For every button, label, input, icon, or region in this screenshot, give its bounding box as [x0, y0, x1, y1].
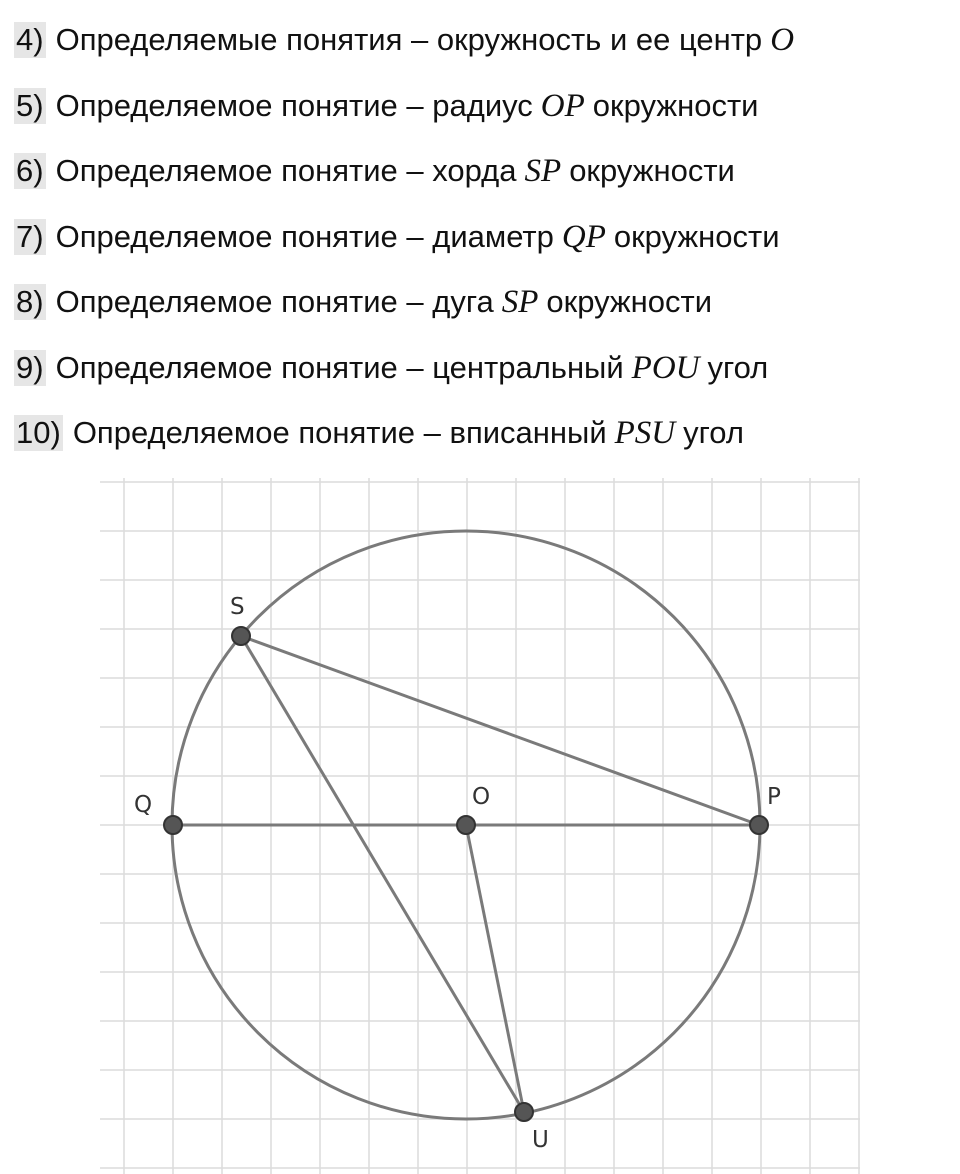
definition-text: Определяемые понятия – окружность и ее центр — [55, 22, 763, 57]
definition-suffix: окружности — [592, 87, 759, 123]
math-term: O — [770, 22, 795, 58]
definition-suffix: окружности — [613, 218, 780, 254]
item-number: 4) — [16, 22, 44, 57]
definition-suffix: окружности — [546, 284, 713, 319]
math-term: PSU — [614, 415, 676, 451]
definition-line-8 — [14, 284, 944, 350]
definition-line-10 — [14, 415, 944, 481]
item-number: 8) — [16, 284, 44, 319]
point-P — [750, 816, 768, 834]
label-P: P — [767, 784, 781, 810]
definition-text: Определяемое понятие – центральный — [55, 349, 624, 385]
label-O: O — [472, 784, 491, 810]
definition-text: Определяемое понятие – радиус — [55, 87, 533, 123]
definition-suffix: угол — [707, 349, 769, 385]
definition-suffix: окружности — [569, 153, 735, 188]
definitions-list — [14, 22, 944, 481]
math-term: OP — [540, 87, 585, 124]
definition-line-6 — [14, 153, 944, 219]
point-S — [232, 627, 250, 645]
math-term: POU — [631, 349, 700, 386]
point-Q — [164, 816, 182, 834]
definition-line-7 — [14, 219, 944, 285]
label-U: U — [532, 1127, 549, 1153]
definition-text: Определяемое понятие – дуга — [55, 284, 494, 319]
definition-line-9 — [14, 350, 944, 416]
math-term: QP — [561, 218, 606, 255]
definition-text: Определяемое понятие – хорда — [55, 153, 517, 188]
diagram-svg — [100, 476, 860, 1174]
item-number: 10) — [16, 415, 61, 450]
item-number: 9) — [16, 349, 44, 385]
definition-text: Определяемое понятие – вписанный — [72, 415, 607, 450]
label-S: S — [230, 594, 245, 620]
item-number: 6) — [16, 153, 44, 188]
math-term: SP — [501, 284, 539, 320]
item-number: 5) — [16, 87, 44, 123]
item-number: 7) — [16, 218, 44, 254]
point-U — [515, 1103, 533, 1121]
chord-SP — [241, 636, 759, 825]
definition-line-4 — [14, 22, 944, 88]
definition-line-5 — [14, 88, 944, 154]
math-term: SP — [524, 153, 562, 189]
circle-diagram — [100, 476, 860, 1174]
point-O — [457, 816, 475, 834]
label-Q: Q — [134, 792, 153, 818]
definition-text: Определяемое понятие – диаметр — [55, 218, 554, 254]
definition-suffix: угол — [683, 415, 744, 450]
